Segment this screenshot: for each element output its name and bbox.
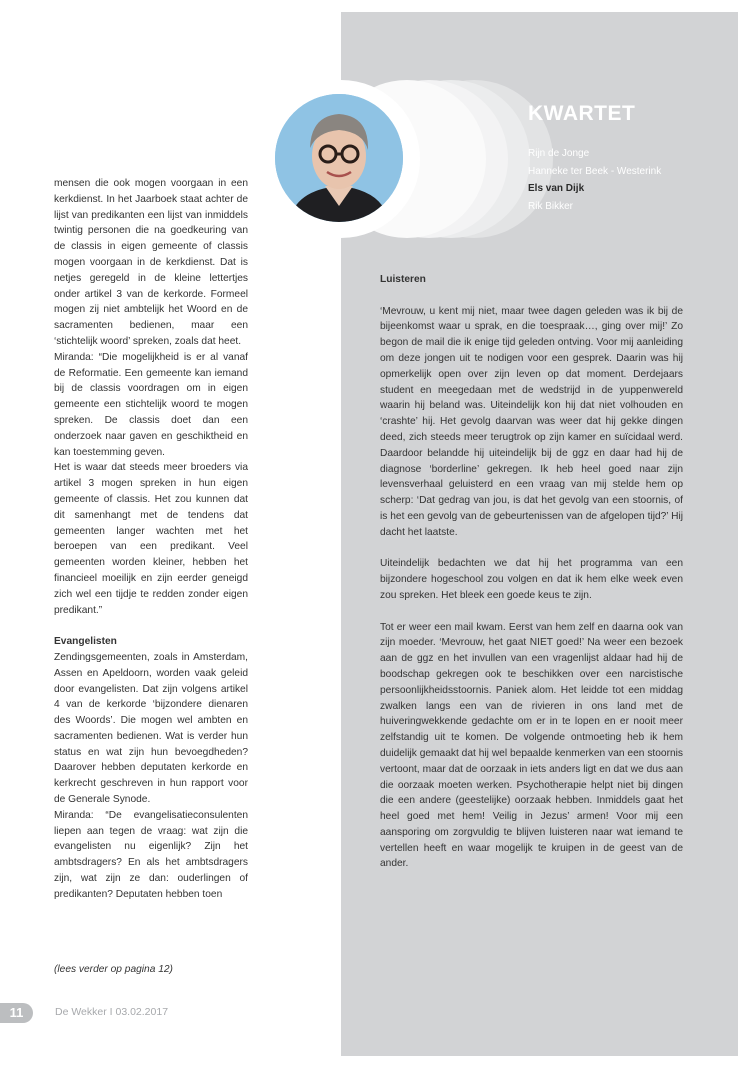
author-name: Rik Bikker: [528, 200, 574, 212]
author-name: Hanneke ter Beek - Westerink: [528, 165, 662, 177]
paragraph: Het is waar dat steeds meer broeders via artikel 3 mogen spreken in hun eigen gemeente of classis. Het zou kunnen dat dit samenhangt met de tendens dat gemeenten langer wachten met het beroepen van een predikant. Veel gemeenten worden kleiner, hebben het financieel moeilijk en zijn eerder geneigd zich wel een tijdje te redden zonder eigen predikant.”: [54, 462, 248, 616]
left-column: [54, 176, 248, 903]
page-number: 11: [0, 1003, 33, 1023]
paragraph: Tot er weer een mail kwam. Eerst van hem zelf en daarna ook van zijn moeder. ‘Mevrouw, het gaat NIET goed!’ Na weer een bezoek aan de ggz en het invullen van een vragenlijst aldaar had hij de boodschap gekregen ook te beschikken over een narcistische persoonlijkheidsstoornis. Paniek alom. Het leidde tot een middag zwalken langs een van de rivieren in ons land met de huiveringwekkende gedachte om er in te lopen en er nooit meer zelfstandig uit te komen. De volgende ontmoeting heb ik hem duidelijk gemaakt dat hij wel bepaalde kenmerken van een stoornis vertoont, maar dat de oorzaak in iets anders ligt en dat we dus aan die oorzaak moeten werken. Psychotherapie helpt niet bij dingen die een andere (geestelijke) oorzaak hebben. Inmiddels gaat het heel goed met hem! Veilig in Jezus’ armen! Voor mij een aansporing om zorgvuldig te blijven luisteren naar wat iemand te vertellen heeft en waar mogelijk te kruipen in de geest van de ander.: [380, 621, 683, 870]
subheading: Luisteren: [380, 274, 426, 285]
paragraph: ‘Mevrouw, u kent mij niet, maar twee dagen geleden was ik bij de bijeenkomst waar u sprak, en die toespraak…, ging over mij!’ Zo begon de mail die ik enige tijd geleden ontving. Voor mij aanleiding om deze jongen uit te nodigen voor een gesprek. Daarin was hij opmerkelijk open over zijn leven op dat moment. Derdejaars student en meegedaan met de wedstrijd in de yuppenwereld waarin hij beland was. Uiteindelijk kon hij dat niet volhouden en ‘crashte’ hij. Het gevolg daarvan was weer dat hij gekke dingen deed, zich steeds meer terugtrok op zijn kamer en suïcidaal werd. Daardoor belandde hij uiteindelijk bij de ggz en daar had hij de diagnose ‘borderline’ gekregen. Ik heb heel goed naar zijn levensverhaal geluisterd en een vraag van mij stelde hem op scherp: ‘Dat gedrag van jou, is dat het gevolg van een stoornis, of is het een gevolg van de gebeurtenissen van de afgelopen tijd?’ Hij dacht het laatste.: [380, 305, 683, 538]
continue-note: (lees verder op pagina 12): [54, 964, 173, 975]
paragraph: Miranda: “Die mogelijkheid is er al vanaf de Reformatie. Een gemeente kan iemand bij de classis voordragen om in eigen gemeente een stichtelijk woord te mogen spreken. De classis doet dan een onderzoek naar gaven en geschiktheid en kan toestemming geven.: [54, 351, 248, 458]
author-list: [528, 145, 661, 215]
publication-info: De Wekker I 03.02.2017: [55, 1006, 169, 1018]
section-title: KWARTET: [528, 102, 636, 125]
paragraph: Uiteindelijk bedachten we dat hij het programma van een bijzondere hogeschool zou volgen en dat ik hem elke week even zou spreken. Het bleek een goede keus te zijn.: [380, 558, 683, 601]
paragraph: Zendingsgemeenten, zoals in Amsterdam, Assen en Apeldoorn, worden vaak geleid door evangelisten. Dat zijn volgens artikel 4 van de kerkorde ‘bijzondere dienaren des Woords’. Die mogen wel ambten en sacramenten bedienen. Wat is verder hun status en wat zijn hun bevoegdheden? Daarover hebben deputaten kerkorde en kerkrecht geschreven in hun rapport voor de Generale Synode.: [54, 651, 248, 806]
author-portrait: [275, 94, 403, 222]
author-name: Rijn de Jonge: [528, 148, 590, 159]
author-name-active: Els van Dijk: [528, 183, 585, 194]
paragraph: Miranda: “De evangelisatieconsulenten liepen aan tegen de vraag: wat zijn die evangelisten nu eigenlijk? Zijn het ambtsdragers? En als het ambtsdragers zijn, wat zijn ze dan: ouderlingen of predikanten? Deputaten hebben toen: [54, 809, 248, 900]
subheading: Evangelisten: [54, 636, 117, 648]
paragraph: mensen die ook mogen voorgaan in een kerkdienst. In het Jaarboek staat achter de lijst van predikanten een lijst van inmiddels twintig personen die na goedkeuring van de classis in eigen gemeente of classis mogen voorgaan in de kerkdienst. Dat is netjes geregeld in de kleine lettertjes onder artikel 3 van de kerkorde. Formeel mogen zij niet ambtelijk het Woord en de sacramenten bedienen, maar een ‘stichtelijk woord’ spreken, zoals dat heet.: [54, 178, 248, 347]
right-column: [380, 272, 683, 888]
